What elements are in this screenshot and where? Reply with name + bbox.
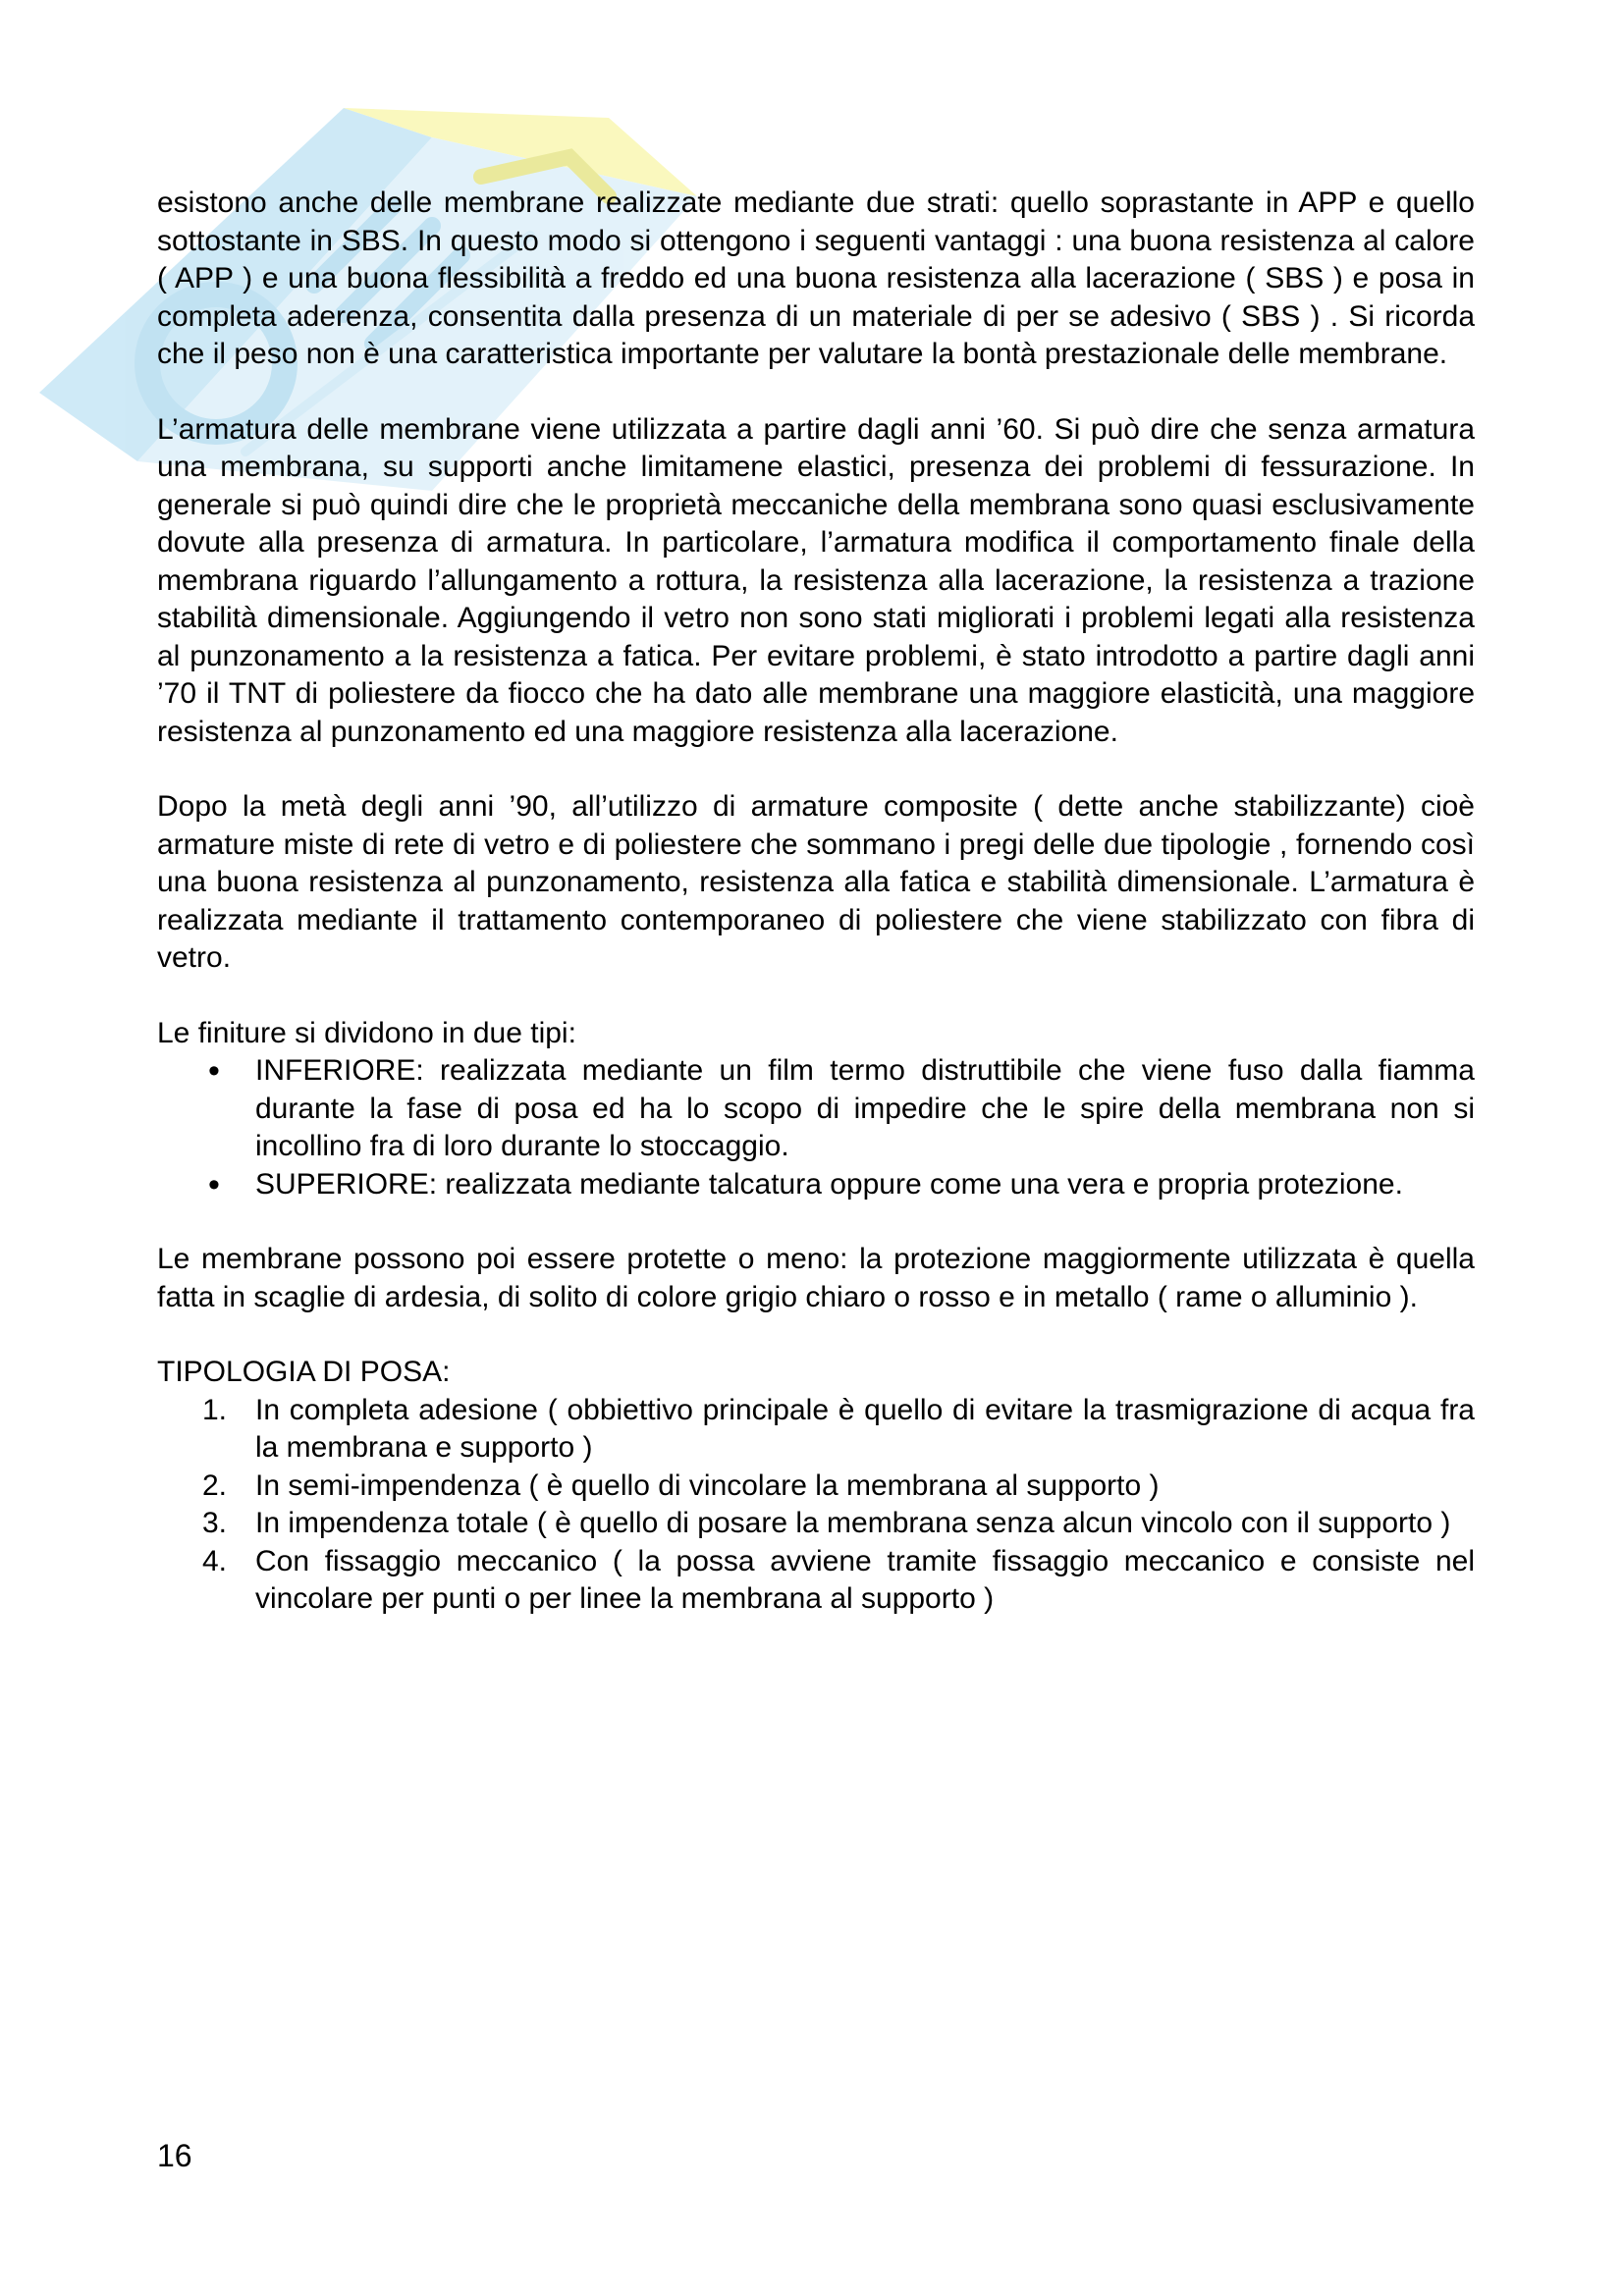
list-number: 3. — [202, 1507, 228, 1539]
list-item: • INFERIORE: realizzata mediante un film termo distruttibile che viene fuso dalla fiamma durante la fase di posa ed ha lo scopo di impedire che le spire della membrana non si incollino fra di loro durante lo stoccaggio. — [255, 1052, 1475, 1166]
list-item — [202, 1468, 1475, 1506]
paragraph-finiture-intro: Le finiture si dividono in due tipi: — [157, 1016, 576, 1049]
document-body — [157, 185, 1475, 1619]
finiture-list — [157, 1052, 1475, 1203]
list-number: 1. — [202, 1393, 228, 1426]
list-item-text: In impendenza totale ( è quello di posare la membrana senza alcun vincolo con il supporto ) — [255, 1507, 1451, 1539]
list-item — [202, 1505, 1475, 1543]
paragraph-protezione: Le membrane possono poi essere protette o meno: la protezione maggiormente utilizzata è quella fatta in scaglie di ardesia, di solito di colore grigio chiaro o rosso e in metallo ( rame o alluminio ). — [157, 1243, 1475, 1313]
list-number: 2. — [202, 1468, 228, 1502]
section-heading-tipologia-posa: TIPOLOGIA DI POSA: — [157, 1356, 451, 1388]
list-item-text: In semi-impendenza ( è quello di vincolare la membrana al supporto ) — [255, 1468, 1160, 1502]
posa-list — [157, 1392, 1475, 1619]
list-item — [202, 1543, 1475, 1619]
paragraph-armatura: L’armatura delle membrane viene utilizzata a partire dagli anni ’60. Si può dire che senza armatura una membrana, su supporti anche limitamene elastici, presenza dei problemi di fessurazione. In generale si può quindi dire che le proprietà meccaniche della membrana sono quasi esclusivamente dovute alla presenza di armatura. In particolare, l’armatura modifica il comportamento finale della membrana riguardo l’allungamento a rottura, la resistenza alla lacerazione, la resistenza a trazione stabilità dimensionale. Aggiungendo il vetro non sono stati migliorati i problemi legati alla resistenza al punzonamento a la resistenza a fatica. Per evitare problemi, è stato introdotto a partire dagli anni ’70 il TNT di poliestere da fiocco che ha dato alle membrane una maggiore elasticità, una maggiore resistenza al punzonamento ed una maggiore resistenza alla lacerazione. — [157, 412, 1475, 748]
list-item-text: Con fissaggio meccanico ( la possa avviene tramite fissaggio meccanico e consiste nel vincolare per punti o per linee la membrana al supporto ) — [255, 1544, 1475, 1615]
page-number: 16 — [157, 2138, 192, 2173]
list-item — [202, 1392, 1475, 1468]
list-item: • SUPERIORE: realizzata mediante talcatura oppure come una vera e propria protezione. — [255, 1166, 1475, 1204]
list-number: 4. — [202, 1544, 228, 1577]
paragraph-armature-composite: Dopo la metà degli anni ’90, all’utilizzo di armature composite ( dette anche stabilizzante) cioè armature miste di rete di vetro e di poliestere che sommano i pregi delle due tipologie , fornendo così una buona resistenza al punzonamento, resistenza alla fatica e stabilità dimensionale. L’armatura è realizzata mediante il trattamento contemporaneo di poliestere che viene stabilizzato con fibra di vetro. — [157, 790, 1475, 974]
list-item-text: In completa adesione ( obbiettivo principale è quello di evitare la trasmigrazione di acqua fra la membrana e supporto ) — [255, 1393, 1475, 1464]
paragraph-membrane-strati: esistono anche delle membrane realizzate mediante due strati: quello soprastante in APP e quello sottostante in SBS. In questo modo si ottengono i seguenti vantaggi : una buona resistenza al calore ( APP ) e una buona flessibilità a freddo ed una buona resistenza alla lacerazione ( SBS ) e posa in completa aderenza, consentita dalla presenza di un materiale di per se adesivo ( SBS ) . Si ricorda che il peso non è una caratteristica importante per valutare la bontà prestazionale delle membrane. — [157, 187, 1475, 370]
